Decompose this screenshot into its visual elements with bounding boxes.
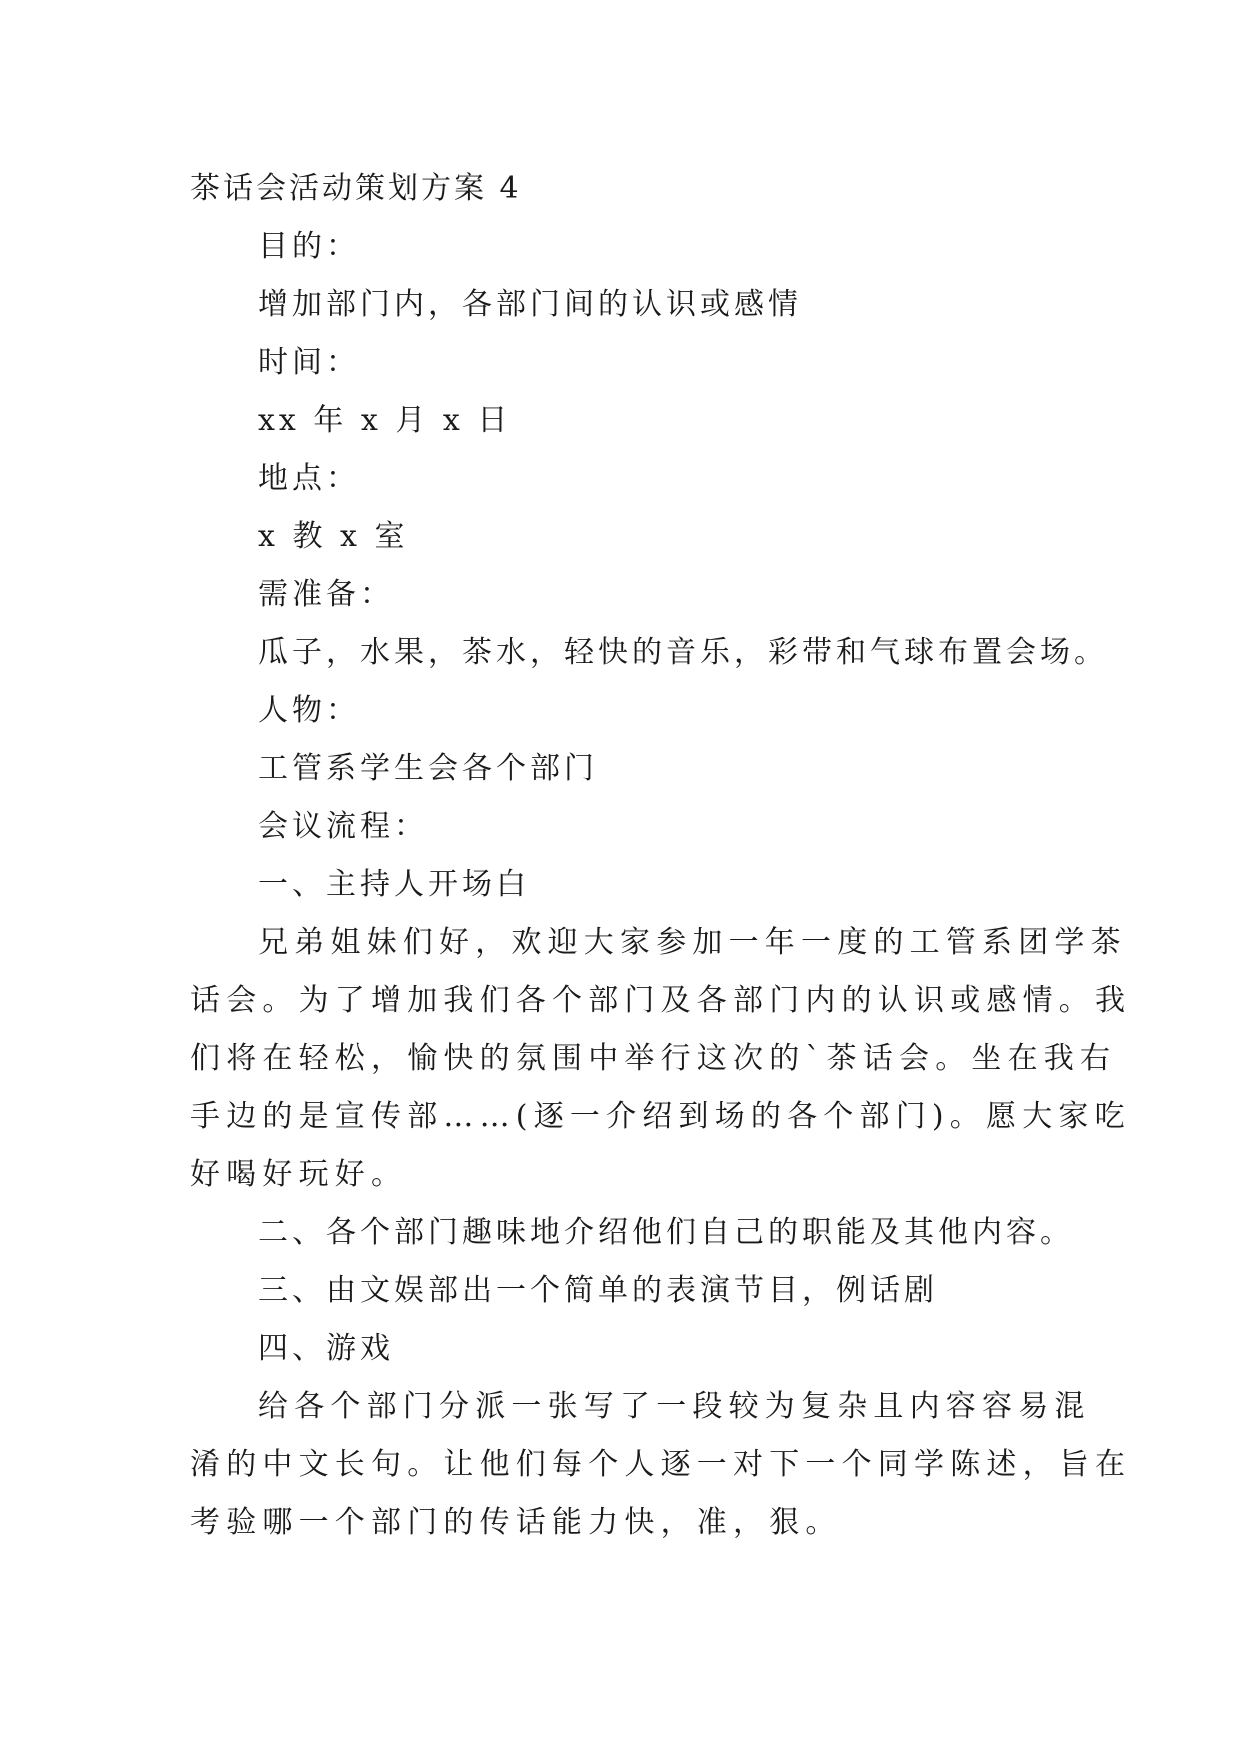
paragraph-line: 话会。为了增加我们各个部门及各部门内的认识或感情。我 [190,983,1132,1018]
paragraph-line: 兄弟姐妹们好，欢迎大家参加一年一度的工管系团学茶 [258,925,1127,960]
flow-label: 会议流程： [258,809,428,844]
step2-text: 二、各个部门趣味地介绍他们自己的职能及其他内容。 [258,1215,1074,1250]
place-label: 地点： [258,461,360,496]
step3-text: 三、由文娱部出一个简单的表演节目，例话剧 [258,1273,938,1308]
paragraph-line: 手边的是宣传部……(逐一介绍到场的各个部门)。愿大家吃 [190,1099,1131,1134]
prep-label: 需准备： [258,577,394,612]
paragraph-line: 淆的中文长句。让他们每个人逐一对下一个同学陈述，旨在 [190,1447,1132,1482]
step1-paragraph [190,914,1132,1204]
document-title: 茶话会活动策划方案 4 [190,171,522,206]
step1-title: 一、主持人开场白 [258,867,530,902]
people-value: 工管系学生会各个部门 [258,751,598,786]
step4-title: 四、游戏 [258,1331,394,1366]
purpose-value: 增加部门内，各部门间的认识或感情 [258,287,802,322]
document-body [190,160,1132,1552]
paragraph-line: 们将在轻松，愉快的氛围中举行这次的`茶话会。坐在我右 [190,1041,1117,1076]
paragraph-line: 给各个部门分派一张写了一段较为复杂且内容容易混 [258,1389,1091,1424]
step4-paragraph [190,1378,1132,1552]
place-value: x 教 x 室 [258,519,409,554]
purpose-label: 目的： [258,229,360,264]
people-label: 人物： [258,693,360,728]
prep-value: 瓜子，水果，茶水，轻快的音乐，彩带和气球布置会场。 [258,635,1108,670]
paragraph-line: 考验哪一个部门的传话能力快，准，狠。 [190,1505,842,1540]
time-value: xx 年 x 月 x 日 [258,403,512,438]
time-label: 时间： [258,345,360,380]
paragraph-line: 好喝好玩好。 [190,1157,408,1192]
